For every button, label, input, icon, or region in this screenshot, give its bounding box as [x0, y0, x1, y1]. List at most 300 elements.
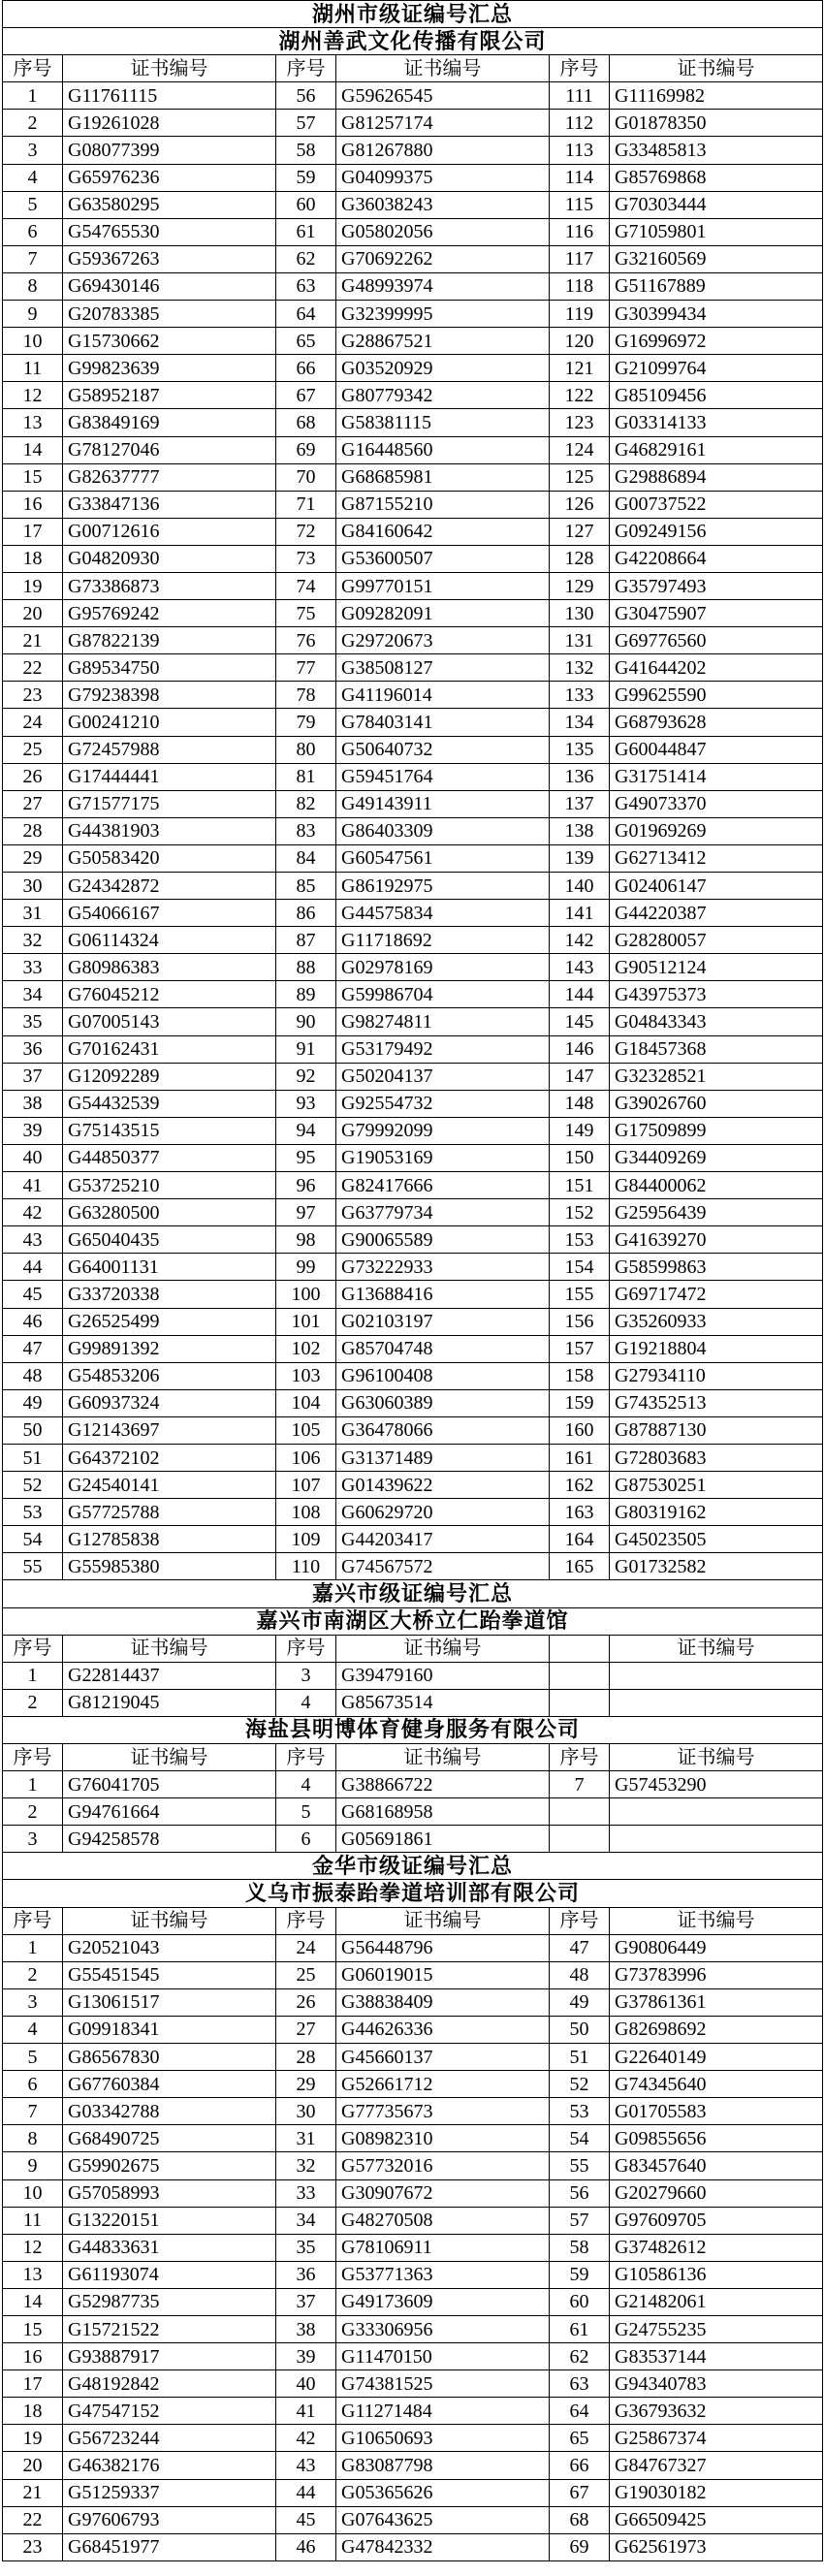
certificate-number-cell: G93887917 [63, 2343, 276, 2370]
serial-number-cell: 99 [276, 1254, 336, 1281]
certificate-number-cell: G41639270 [610, 1226, 823, 1254]
serial-number-cell: 79 [276, 709, 336, 736]
serial-number-cell: 31 [3, 900, 63, 927]
serial-number-cell: 38 [276, 2315, 336, 2342]
serial-number-cell: 122 [550, 382, 610, 409]
serial-number-cell: 38 [3, 1090, 63, 1117]
organization-title: 义乌市振泰跆拳道培训部有限公司 [3, 1880, 823, 1907]
serial-number-cell: 116 [550, 218, 610, 245]
serial-number-cell: 101 [276, 1308, 336, 1335]
certificate-number-cell: G01969269 [610, 817, 823, 844]
certificate-number-cell: G60044847 [610, 736, 823, 763]
certificate-number-cell: G85704748 [336, 1335, 550, 1362]
certificate-number-cell: G10650693 [336, 2425, 550, 2452]
certificate-number-cell: G69430146 [63, 272, 276, 300]
city-title-row [3, 1, 823, 28]
certificate-number-cell: G79992099 [336, 1117, 550, 1144]
serial-number-cell: 69 [550, 2533, 610, 2560]
serial-number-cell: 78 [276, 682, 336, 709]
serial-number-cell: 124 [550, 436, 610, 463]
serial-number-cell: 67 [550, 2479, 610, 2506]
serial-number-cell: 58 [550, 2234, 610, 2261]
serial-number-cell: 132 [550, 654, 610, 682]
serial-number-cell: 63 [550, 2370, 610, 2398]
certificate-number-cell: G17509899 [610, 1117, 823, 1144]
certificate-number-cell: G13220151 [63, 2207, 276, 2234]
certificate-number-cell: G48192842 [63, 2370, 276, 2398]
table-row [3, 1988, 823, 2016]
certificate-number-cell: G83849169 [63, 409, 276, 436]
serial-number-cell: 148 [550, 1090, 610, 1117]
serial-number-cell: 151 [550, 1172, 610, 1199]
serial-number-cell: 15 [3, 463, 63, 491]
table-row [3, 1961, 823, 1988]
serial-number-cell: 138 [550, 817, 610, 844]
serial-number-cell: 44 [3, 1254, 63, 1281]
certificate-column-header: 证书编号 [63, 1907, 276, 1934]
certificate-number-cell: G55985380 [63, 1553, 276, 1580]
serial-number-cell: 25 [3, 736, 63, 763]
serial-column-header: 序号 [550, 1744, 610, 1771]
table-row [3, 790, 823, 817]
serial-number-cell: 6 [3, 2071, 63, 2098]
certificate-number-cell: G50640732 [336, 736, 550, 763]
table-row [3, 1199, 823, 1226]
certificate-number-cell: G38866722 [336, 1771, 550, 1798]
serial-number-cell: 66 [550, 2452, 610, 2479]
serial-number-cell: 3 [3, 1988, 63, 2016]
serial-number-cell: 2 [3, 1689, 63, 1716]
certificate-number-cell: G74345640 [610, 2071, 823, 2098]
certificate-number-cell: G87530251 [610, 1472, 823, 1499]
certificate-number-cell: G11718692 [336, 927, 550, 954]
serial-number-cell: 85 [276, 873, 336, 900]
certificate-number-cell: G30475907 [610, 600, 823, 627]
serial-number-cell: 8 [3, 272, 63, 300]
certificate-number-cell: G11761115 [63, 82, 276, 110]
serial-number-cell: 84 [276, 844, 336, 872]
serial-number-cell: 73 [276, 545, 336, 572]
serial-number-cell: 91 [276, 1035, 336, 1063]
serial-number-cell: 72 [276, 518, 336, 545]
certificate-number-cell: G68168958 [336, 1798, 550, 1826]
serial-number-cell: 33 [276, 2179, 336, 2207]
serial-number-cell: 92 [276, 1063, 336, 1090]
table-row [3, 1771, 823, 1798]
serial-number-cell: 100 [276, 1281, 336, 1308]
certificate-number-cell: G92554732 [336, 1090, 550, 1117]
certificate-column-header: 证书编号 [610, 55, 823, 82]
serial-number-cell: 45 [276, 2506, 336, 2533]
certificate-number-cell: G59986704 [336, 981, 550, 1008]
serial-number-cell: 70 [276, 463, 336, 491]
certificate-number-cell: G09918341 [63, 2016, 276, 2043]
certificate-number-cell: G27934110 [610, 1362, 823, 1389]
certificate-number-cell: G51167889 [610, 272, 823, 300]
certificate-number-cell: G41644202 [610, 654, 823, 682]
certificate-number-cell: G39026760 [610, 1090, 823, 1117]
certificate-number-cell: G29886894 [610, 463, 823, 491]
serial-number-cell: 22 [3, 654, 63, 682]
certificate-number-cell: G52661712 [336, 2071, 550, 2098]
organization-title: 嘉兴市南湖区大桥立仁跆拳道馆 [3, 1607, 823, 1635]
serial-number-cell: 53 [3, 1499, 63, 1526]
certificate-number-cell: G44220387 [610, 900, 823, 927]
certificate-number-cell: G56448796 [336, 1934, 550, 1961]
serial-number-cell: 65 [550, 2425, 610, 2452]
certificate-number-cell: G58599863 [610, 1254, 823, 1281]
certificate-number-cell: G72457988 [63, 736, 276, 763]
certificate-number-cell: G16448560 [336, 436, 550, 463]
serial-number-cell: 16 [3, 491, 63, 518]
certificate-number-cell: G50204137 [336, 1063, 550, 1090]
certificate-number-cell: G49143911 [336, 790, 550, 817]
certificate-number-cell: G81257174 [336, 110, 550, 137]
certificate-column-header: 证书编号 [63, 55, 276, 82]
serial-number-cell: 106 [276, 1444, 336, 1471]
certificate-number-cell: G68490725 [63, 2125, 276, 2152]
certificate-number-cell: G01439622 [336, 1472, 550, 1499]
serial-number-cell: 7 [3, 245, 63, 272]
certificate-number-cell: G89534750 [63, 654, 276, 682]
certificate-number-cell: G80986383 [63, 954, 276, 981]
table-row [3, 164, 823, 191]
certificate-number-cell: G17444441 [63, 763, 276, 790]
serial-number-cell: 163 [550, 1499, 610, 1526]
certificate-number-cell: G45023505 [610, 1526, 823, 1553]
serial-number-cell: 4 [3, 2016, 63, 2043]
certificate-number-cell: G29720673 [336, 627, 550, 654]
certificate-number-cell: G94340783 [610, 2370, 823, 2398]
serial-number-cell: 108 [276, 1499, 336, 1526]
certificate-number-cell: G83537144 [610, 2343, 823, 2370]
serial-number-cell: 88 [276, 954, 336, 981]
certificate-column-header: 证书编号 [63, 1744, 276, 1771]
serial-number-cell: 41 [3, 1172, 63, 1199]
table-row [3, 218, 823, 245]
serial-column-header: 序号 [3, 1907, 63, 1934]
table-row [3, 2016, 823, 2043]
serial-number-cell: 17 [3, 518, 63, 545]
serial-number-cell: 36 [3, 1035, 63, 1063]
serial-number-cell: 136 [550, 763, 610, 790]
serial-column-header: 序号 [276, 1744, 336, 1771]
serial-number-cell: 125 [550, 463, 610, 491]
serial-number-cell: 128 [550, 545, 610, 572]
serial-number-cell: 113 [550, 137, 610, 164]
certificate-number-cell: G60629720 [336, 1499, 550, 1526]
serial-number-cell: 71 [276, 491, 336, 518]
certificate-number-cell: G47842332 [336, 2533, 550, 2560]
serial-number-cell: 10 [3, 2179, 63, 2207]
certificate-number-cell: G73386873 [63, 572, 276, 599]
certificate-number-cell: G24755235 [610, 2315, 823, 2342]
certificate-number-cell: G74381525 [336, 2370, 550, 2398]
serial-number-cell: 105 [276, 1416, 336, 1444]
table-row [3, 1144, 823, 1171]
certificate-number-cell: G70162431 [63, 1035, 276, 1063]
table-row [3, 2125, 823, 2152]
certificate-number-cell: G36793632 [610, 2398, 823, 2425]
certificate-number-cell [610, 1662, 823, 1689]
certificate-number-cell: G76041705 [63, 1771, 276, 1798]
serial-number-cell: 83 [276, 817, 336, 844]
certificate-number-cell: G87887130 [610, 1416, 823, 1444]
header-row [3, 55, 823, 82]
table-row [3, 682, 823, 709]
serial-number-cell: 30 [3, 873, 63, 900]
certificate-number-cell: G85769868 [610, 164, 823, 191]
certificate-number-cell: G15721522 [63, 2315, 276, 2342]
table-row [3, 2044, 823, 2071]
serial-number-cell: 147 [550, 1063, 610, 1090]
certificate-number-cell: G28867521 [336, 328, 550, 355]
serial-number-cell: 25 [276, 1961, 336, 1988]
certificate-number-cell: G46829161 [610, 436, 823, 463]
serial-number-cell: 117 [550, 245, 610, 272]
table-row [3, 981, 823, 1008]
certificate-number-cell: G09282091 [336, 600, 550, 627]
table-row [3, 110, 823, 137]
table-row [3, 382, 823, 409]
table-row [3, 654, 823, 682]
certificate-number-cell: G58952187 [63, 382, 276, 409]
serial-number-cell: 135 [550, 736, 610, 763]
table-row [3, 2398, 823, 2425]
certificate-number-cell: G59626545 [336, 82, 550, 110]
certificate-number-cell: G78106911 [336, 2234, 550, 2261]
certificate-number-cell: G53725210 [63, 1172, 276, 1199]
certificate-number-cell: G01705583 [610, 2098, 823, 2125]
certificate-number-cell: G48993974 [336, 272, 550, 300]
table-row [3, 817, 823, 844]
serial-number-cell: 65 [276, 328, 336, 355]
serial-number-cell: 29 [3, 844, 63, 872]
certificate-number-cell: G86403309 [336, 817, 550, 844]
certificate-number-cell: G57453290 [610, 1771, 823, 1798]
serial-number-cell: 80 [276, 736, 336, 763]
serial-number-cell [550, 1689, 610, 1716]
serial-number-cell: 3 [3, 1826, 63, 1853]
certificate-number-cell: G61193074 [63, 2261, 276, 2288]
certificate-number-cell [610, 1689, 823, 1716]
certificate-number-cell: G66509425 [610, 2506, 823, 2533]
serial-number-cell: 139 [550, 844, 610, 872]
serial-column-header: 序号 [3, 1744, 63, 1771]
certificate-number-cell: G41196014 [336, 682, 550, 709]
certificate-number-cell: G99891392 [63, 1335, 276, 1362]
certificate-number-cell: G86567830 [63, 2044, 276, 2071]
serial-number-cell: 23 [3, 2533, 63, 2560]
certificate-number-cell: G04820930 [63, 545, 276, 572]
certificate-column-header: 证书编号 [610, 1907, 823, 1934]
table-row [3, 1444, 823, 1471]
certificate-number-cell: G30399434 [610, 301, 823, 328]
serial-column-header: 序号 [276, 55, 336, 82]
certificate-number-cell: G68451977 [63, 2533, 276, 2560]
certificate-number-cell: G74567572 [336, 1553, 550, 1580]
certificate-number-cell: G05802056 [336, 218, 550, 245]
serial-number-cell: 19 [3, 572, 63, 599]
certificate-number-cell: G86192975 [336, 873, 550, 900]
certificate-number-cell: G94761664 [63, 1798, 276, 1826]
serial-number-cell: 57 [276, 110, 336, 137]
serial-number-cell: 56 [550, 2179, 610, 2207]
table-row [3, 1798, 823, 1826]
certificate-number-cell: G44850377 [63, 1144, 276, 1171]
serial-number-cell: 109 [276, 1526, 336, 1553]
serial-number-cell: 62 [550, 2343, 610, 2370]
serial-number-cell: 1 [3, 82, 63, 110]
serial-number-cell: 126 [550, 491, 610, 518]
table-row [3, 355, 823, 382]
certificate-number-cell: G15730662 [63, 328, 276, 355]
certificate-number-cell: G45660137 [336, 2044, 550, 2071]
serial-number-cell: 31 [276, 2125, 336, 2152]
serial-number-cell [550, 1798, 610, 1826]
table-row [3, 1826, 823, 1853]
certificate-column-header: 证书编号 [610, 1635, 823, 1662]
serial-number-cell: 1 [3, 1771, 63, 1798]
certificate-number-cell: G02978169 [336, 954, 550, 981]
serial-number-cell: 162 [550, 1472, 610, 1499]
table-row [3, 2261, 823, 2288]
serial-number-cell: 46 [3, 1308, 63, 1335]
certificate-number-cell: G73222933 [336, 1254, 550, 1281]
certificate-number-cell: G62713412 [610, 844, 823, 872]
certificate-number-cell: G85673514 [336, 1689, 550, 1716]
serial-number-cell: 114 [550, 164, 610, 191]
serial-number-cell: 59 [550, 2261, 610, 2288]
serial-number-cell: 32 [3, 927, 63, 954]
certificate-number-cell: G03342788 [63, 2098, 276, 2125]
certificate-number-cell: G60547561 [336, 844, 550, 872]
table-row [3, 1553, 823, 1580]
certificate-number-cell: G99625590 [610, 682, 823, 709]
certificate-number-cell: G21099764 [610, 355, 823, 382]
serial-number-cell: 35 [3, 1008, 63, 1035]
certificate-number-cell: G25867374 [610, 2425, 823, 2452]
serial-number-cell: 23 [3, 682, 63, 709]
table-row [3, 1254, 823, 1281]
table-row [3, 627, 823, 654]
certificate-number-cell: G83457640 [610, 2152, 823, 2179]
serial-number-cell: 95 [276, 1144, 336, 1171]
serial-number-cell: 40 [3, 1144, 63, 1171]
certificate-number-cell: G54066167 [63, 900, 276, 927]
serial-number-cell: 76 [276, 627, 336, 654]
certificate-number-cell: G99770151 [336, 572, 550, 599]
serial-number-cell: 14 [3, 2288, 63, 2315]
serial-number-cell: 55 [3, 1553, 63, 1580]
certificate-number-cell: G03520929 [336, 355, 550, 382]
table-row [3, 1063, 823, 1090]
serial-number-cell: 37 [276, 2288, 336, 2315]
certificate-number-cell: G00737522 [610, 491, 823, 518]
serial-number-cell: 67 [276, 382, 336, 409]
certificate-number-cell: G24342872 [63, 873, 276, 900]
table-row [3, 272, 823, 300]
serial-number-cell: 4 [276, 1689, 336, 1716]
serial-number-cell: 12 [3, 2234, 63, 2261]
serial-number-cell: 13 [3, 2261, 63, 2288]
serial-number-cell: 127 [550, 518, 610, 545]
certificate-number-cell: G82637777 [63, 463, 276, 491]
serial-number-cell: 115 [550, 191, 610, 218]
certificate-number-cell: G33485813 [610, 137, 823, 164]
certificate-number-cell: G59902675 [63, 2152, 276, 2179]
certificate-number-cell: G80779342 [336, 382, 550, 409]
certificate-number-cell: G71059801 [610, 218, 823, 245]
table-row [3, 1499, 823, 1526]
certificate-number-cell: G07005143 [63, 1008, 276, 1035]
serial-number-cell: 89 [276, 981, 336, 1008]
serial-number-cell: 154 [550, 1254, 610, 1281]
serial-number-cell: 39 [276, 2343, 336, 2370]
table-row [3, 328, 823, 355]
certificate-number-cell: G95769242 [63, 600, 276, 627]
serial-number-cell: 64 [276, 301, 336, 328]
serial-number-cell: 21 [3, 2479, 63, 2506]
certificate-number-cell: G31371489 [336, 1444, 550, 1471]
table-row [3, 2452, 823, 2479]
certificate-number-cell: G54765530 [63, 218, 276, 245]
serial-number-cell: 97 [276, 1199, 336, 1226]
certificate-number-cell: G30907672 [336, 2179, 550, 2207]
table-row [3, 600, 823, 627]
serial-number-cell: 137 [550, 790, 610, 817]
certificate-number-cell: G51259337 [63, 2479, 276, 2506]
serial-number-cell: 35 [276, 2234, 336, 2261]
certificate-number-cell: G35797493 [610, 572, 823, 599]
serial-number-cell: 34 [3, 981, 63, 1008]
serial-number-cell: 29 [276, 2071, 336, 2098]
certificate-summary-table [2, 0, 823, 2561]
table-row [3, 1389, 823, 1416]
serial-number-cell: 58 [276, 137, 336, 164]
serial-number-cell: 48 [550, 1961, 610, 1988]
serial-number-cell: 141 [550, 900, 610, 927]
table-row [3, 1416, 823, 1444]
serial-number-cell: 107 [276, 1472, 336, 1499]
serial-number-cell: 47 [3, 1335, 63, 1362]
serial-number-cell: 48 [3, 1362, 63, 1389]
serial-number-cell: 87 [276, 927, 336, 954]
certificate-number-cell: G36038243 [336, 191, 550, 218]
certificate-number-cell: G81267880 [336, 137, 550, 164]
certificate-number-cell: G28280057 [610, 927, 823, 954]
certificate-number-cell: G87155210 [336, 491, 550, 518]
serial-number-cell: 165 [550, 1553, 610, 1580]
certificate-number-cell: G83087798 [336, 2452, 550, 2479]
certificate-number-cell: G76045212 [63, 981, 276, 1008]
table-row [3, 844, 823, 872]
table-row [3, 954, 823, 981]
certificate-number-cell: G84767327 [610, 2452, 823, 2479]
table-row [3, 1689, 823, 1716]
serial-number-cell: 42 [3, 1199, 63, 1226]
certificate-number-cell: G99823639 [63, 355, 276, 382]
serial-number-cell: 160 [550, 1416, 610, 1444]
serial-number-cell: 52 [550, 2071, 610, 2098]
table-row [3, 1526, 823, 1553]
certificate-number-cell: G33720338 [63, 1281, 276, 1308]
certificate-column-header: 证书编号 [610, 1744, 823, 1771]
certificate-number-cell: G07643625 [336, 2506, 550, 2533]
serial-number-cell: 118 [550, 272, 610, 300]
serial-number-cell: 4 [3, 164, 63, 191]
certificate-number-cell: G19261028 [63, 110, 276, 137]
